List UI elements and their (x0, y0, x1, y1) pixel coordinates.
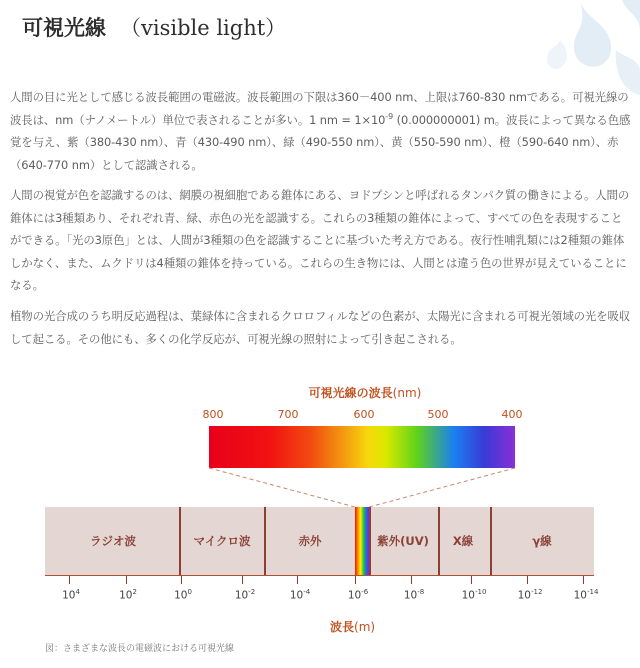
axis-title (330, 618, 375, 635)
spectrum-title-unit: (nm) (392, 386, 422, 400)
axis-tick-label (518, 588, 543, 602)
tick-base: 10 (174, 589, 188, 602)
tick-base: 10 (403, 589, 418, 602)
axis-tick-label (62, 588, 80, 602)
tick-base: 10 (234, 589, 249, 602)
tick-base: 10 (517, 589, 531, 602)
tick-exponent: -10 (474, 588, 487, 596)
spectrum-tick-label: 400 (501, 408, 523, 421)
paragraph-photosynthesis: 植物の光合成のうち明反応過程は、葉緑体に含まれるクロロフィルなどの色素が、太陽光に含まれる可視光領域の光を吸収して起こる。その他にも、多くの化学反応が、可視光線の照射によって引き起こされる。 (10, 309, 631, 346)
axis-tick (527, 576, 528, 584)
tick-base: 10 (62, 589, 76, 602)
tick-base: 10 (573, 589, 587, 602)
band-divider (438, 507, 440, 575)
tick-exponent: -8 (417, 588, 425, 596)
axis-tick (126, 576, 127, 584)
band-divider (179, 507, 181, 575)
band-label-infrared: 赤外 (298, 534, 322, 548)
tick-exponent: 0 (187, 588, 192, 596)
tick-exponent: -6 (361, 588, 369, 596)
axis-tick-label (119, 588, 137, 602)
tick-base: 10 (461, 589, 475, 602)
axis-title-text: 波長 (330, 620, 355, 634)
spectrum-tick-label: 700 (277, 408, 299, 421)
band-divider (369, 507, 371, 575)
tick-exponent: -12 (530, 588, 543, 596)
band-label-xray: X線 (452, 534, 474, 548)
axis-tick (411, 576, 412, 584)
spectrum-tick-label: 500 (427, 408, 449, 421)
title-en: （visible light） (120, 16, 287, 40)
tick-exponent: -14 (586, 588, 599, 596)
band-label-microwave: マイクロ波 (193, 534, 251, 548)
band-divider (490, 507, 492, 575)
figure-caption: 図：さまざまな波長の電磁波における可視光線 (45, 644, 235, 654)
tick-exponent: 4 (75, 588, 80, 596)
paragraph-1-text-b: (0.000000001) m。波長によって異なる色感覚を与え、紫（380-430 nm）、青（430-490 nm）、緑（490-550 nm）、黄（550-590 nm）、橙（590-640 nm）、赤（640-770 nm）として認識される。 (10, 112, 631, 172)
axis-tick (471, 576, 472, 584)
band-label-radio: ラジオ波 (90, 534, 136, 548)
axis-tick (583, 576, 584, 584)
spectrum-tick-label: 800 (202, 408, 224, 421)
axis-tick (242, 576, 243, 584)
axis-tick-label (348, 588, 368, 602)
axis-tick-label (404, 588, 424, 602)
axis-title-unit: (m) (354, 620, 376, 634)
axis-tick-label (574, 588, 599, 602)
tick-base: 10 (119, 589, 133, 602)
spectrum-tick-label: 600 (353, 408, 375, 421)
axis-tick-label (290, 588, 310, 602)
band-divider (264, 507, 266, 575)
band-label-ultraviolet: 紫外(UV) (377, 534, 429, 548)
axis-tick (181, 576, 182, 584)
axis-tick (297, 576, 298, 584)
axis-tick-label (235, 588, 255, 602)
visible-light-strip (355, 507, 369, 575)
paragraph-1-text-a: 人間の目に光として感じる波長範囲の電磁波。波長範囲の下限は360－400 nm、上限は760-830 nmである。可視光線の波長は、nm（ナノメートル）単位で表されることが多い。1 nm = 1×10 (10, 90, 629, 127)
axis-tick-label (462, 588, 487, 602)
tick-base: 10 (347, 589, 362, 602)
spectrum-title-text: 可視光線の波長 (308, 386, 393, 400)
band-label-gamma: γ線 (532, 534, 552, 548)
tick-exponent: -2 (248, 588, 256, 596)
tick-base: 10 (289, 589, 304, 602)
axis-tick (355, 576, 356, 584)
tick-exponent: 2 (132, 588, 137, 596)
tick-exponent: -4 (303, 588, 311, 596)
wavelength-axis-line (45, 575, 594, 576)
axis-tick (69, 576, 70, 584)
paragraph-1-exponent: -9 (385, 111, 394, 121)
paragraph-vision: 人間の視覚が色を認識するのは、網膜の視細胞である錐体にある、ヨドプシンと呼ばれるタンパク質の働きによる。人間の錐体には3種類あり、それぞれ青、緑、赤色の光を認識する。これらの3種類の錐体によって、すべての色を表現することができる。「光の3原色」とは、人間が3種類の色を認識することに基づいた考え方である。夜行性哺乳類には2種類の錐体しかなく、また、ムクドリは4種類の錐体を持っている。これらの生き物には、人間とは違う色の世界が見えていることになる。 (10, 188, 630, 293)
title-jp: 可視光線 (22, 15, 106, 40)
axis-tick-label (174, 588, 192, 602)
electromagnetic-band (45, 507, 594, 575)
